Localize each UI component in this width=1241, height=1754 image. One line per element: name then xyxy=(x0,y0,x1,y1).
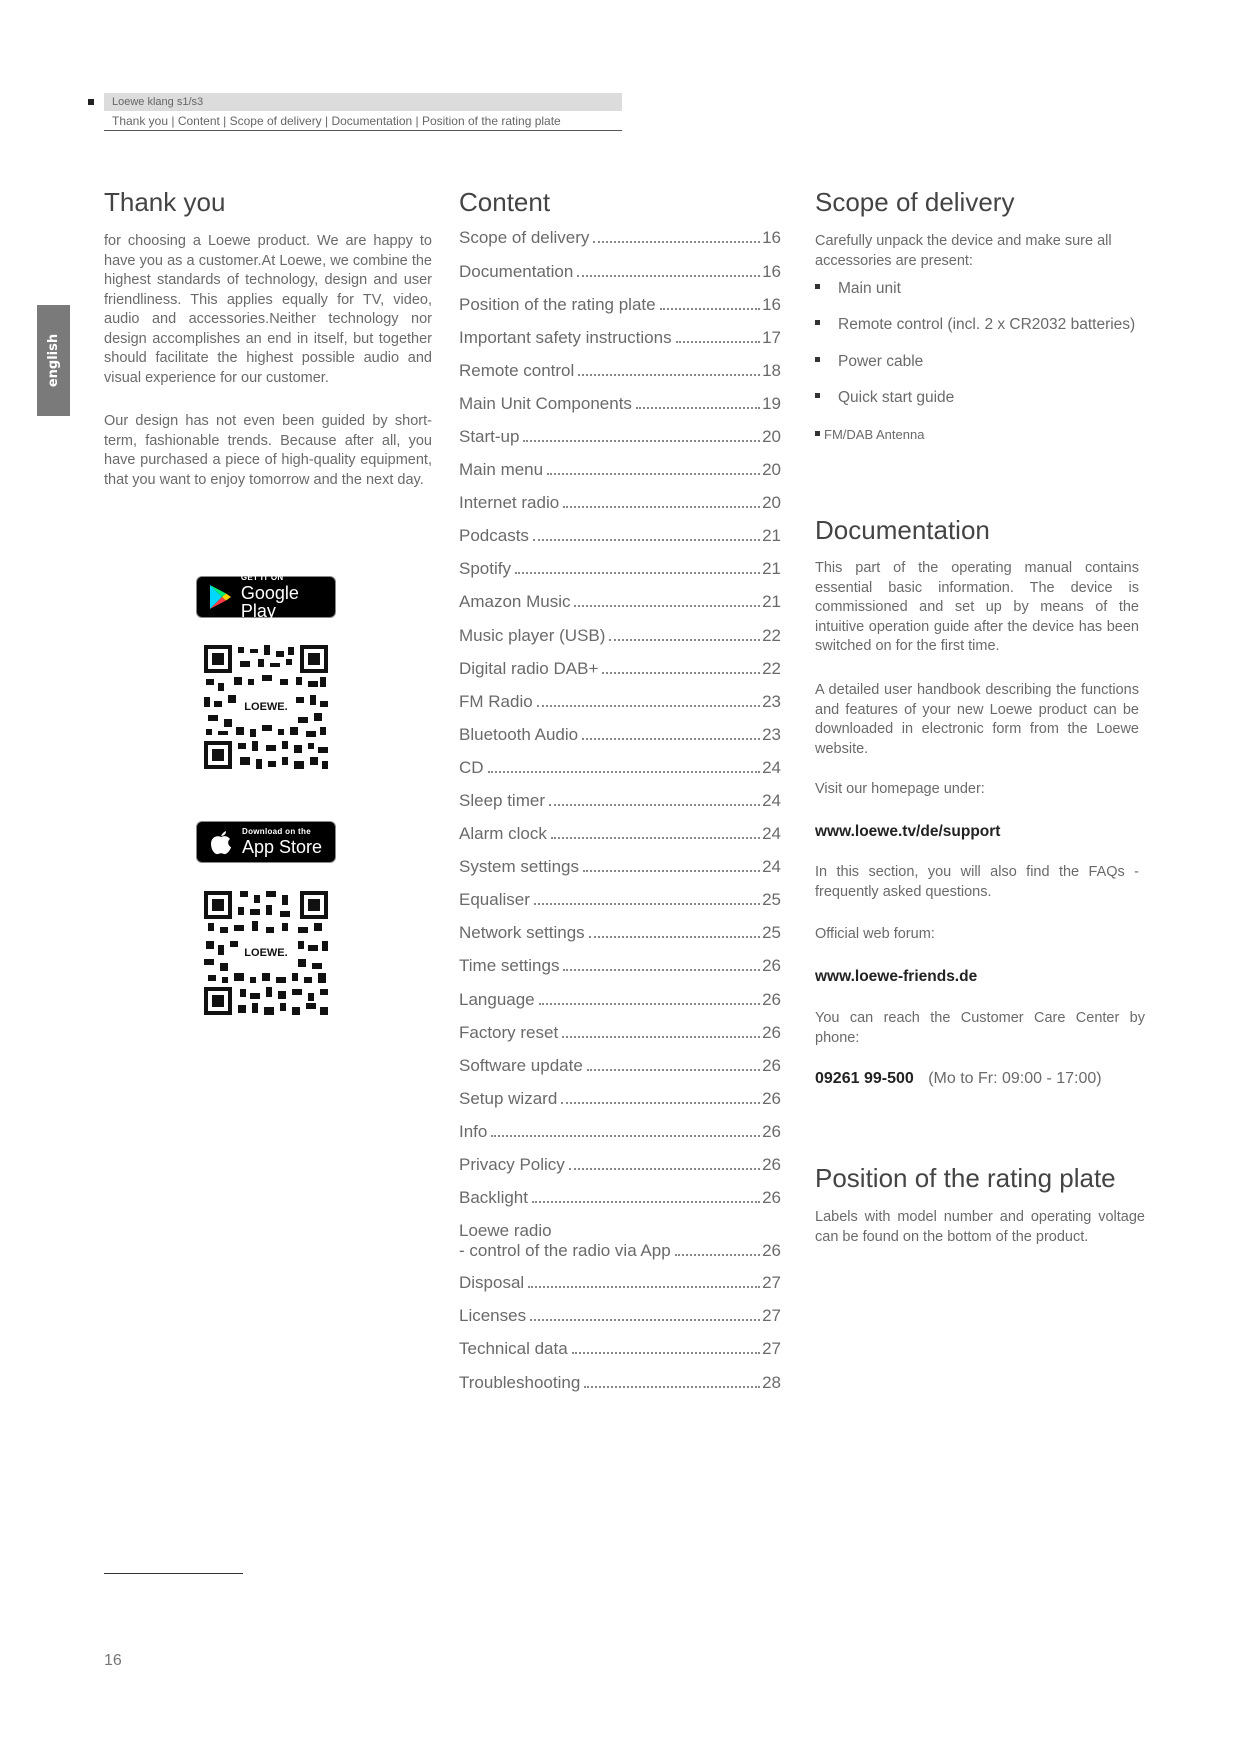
toc-row[interactable] xyxy=(459,1221,781,1261)
toc-page-number: 26 xyxy=(762,1089,781,1108)
toc-label: Alarm clock xyxy=(459,824,547,843)
toc-label: Important safety instructions xyxy=(459,328,672,347)
toc-label: Remote control xyxy=(459,361,575,380)
support-link[interactable]: www.loewe.tv/de/support xyxy=(815,823,1001,840)
toc-label: Main Unit Components xyxy=(459,394,632,413)
toc-label: Spotify xyxy=(459,559,511,578)
toc-page-number: 28 xyxy=(762,1373,781,1392)
toc-leader-dots xyxy=(572,1352,760,1354)
toc-page-number: 20 xyxy=(762,460,781,479)
toc-leader-dots xyxy=(584,1386,760,1388)
toc-page-number: 26 xyxy=(762,990,781,1009)
toc-leader-dots xyxy=(539,1003,760,1005)
documentation-title: Documentation xyxy=(815,515,990,545)
toc-row[interactable] xyxy=(459,1306,781,1326)
toc-row[interactable] xyxy=(459,493,781,513)
google-play-qr-code xyxy=(204,645,328,769)
bullet xyxy=(815,357,820,362)
page-number: 16 xyxy=(104,1652,122,1669)
header-bullet xyxy=(88,99,94,105)
toc-label: Licenses xyxy=(459,1306,527,1325)
toc-row[interactable] xyxy=(459,328,781,348)
phone-row xyxy=(815,1070,1102,1088)
toc-leader-dots xyxy=(533,539,760,541)
app-store-badge[interactable] xyxy=(196,821,336,863)
phone-number[interactable]: 09261 99-500 xyxy=(815,1070,914,1087)
toc-label: Time settings xyxy=(459,956,560,975)
scope-item-label: Main unit xyxy=(838,280,901,297)
toc-row[interactable] xyxy=(459,1089,781,1109)
toc-leader-dots xyxy=(523,440,760,442)
list-item xyxy=(815,316,1135,334)
scope-title: Scope of delivery xyxy=(815,187,1015,217)
toc-leader-dots xyxy=(583,870,760,872)
toc-leader-dots xyxy=(549,804,760,806)
scope-intro: Carefully unpack the device and make sure all accessories are present: xyxy=(815,233,1112,269)
toc-page-number: 25 xyxy=(762,923,781,942)
toc-label: Bluetooth Audio xyxy=(459,725,579,744)
toc-page-number: 25 xyxy=(762,890,781,909)
documentation-paragraph-1: This part of the operating manual contains essential basic information. The device is commissioned and set up by means of the intuitive operation guide after the device has been switched on for the first time. xyxy=(815,560,1139,654)
toc-leader-dots xyxy=(593,241,760,243)
documentation-faq: In this section, you will also find the FAQs - frequently asked questions. xyxy=(815,864,1139,900)
toc-page-number: 26 xyxy=(762,1056,781,1075)
toc-row[interactable] xyxy=(459,1023,781,1043)
toc-label: Position of the rating plate xyxy=(459,295,656,314)
toc-label: Setup wizard xyxy=(459,1089,558,1108)
toc-label: Disposal xyxy=(459,1273,525,1292)
content-title: Content xyxy=(459,187,551,217)
toc-row[interactable] xyxy=(459,1273,781,1293)
toc-label: Equaliser xyxy=(459,890,530,909)
toc-leader-dots xyxy=(537,705,760,707)
toc-row[interactable] xyxy=(459,857,781,877)
toc-page-number: 27 xyxy=(762,1306,781,1325)
toc-leader-dots xyxy=(532,1201,760,1203)
toc-page-number: 27 xyxy=(762,1273,781,1292)
thank-you-paragraph-1: for choosing a Loewe product. We are happy to have you as a customer.At Loewe, we combine the highest standards of technology, design and user friendliness. This applies equally for TV, video, audio and accessories.Neither technology nor design accomplishes an end in itself, but together should facilitate the highest possible audio and visual experience for our customer. xyxy=(104,233,432,386)
toc-leader-dots xyxy=(676,341,760,343)
toc-leader-dots xyxy=(660,308,761,310)
toc-label: CD xyxy=(459,758,484,777)
toc-label: Network settings xyxy=(459,923,585,942)
toc-leader-dots xyxy=(534,903,760,905)
documentation-paragraph-2: A detailed user handbook describing the functions and features of your new Loewe product can be downloaded in electronic form from the Loewe website. xyxy=(815,682,1139,757)
documentation-forum: Official web forum: xyxy=(815,926,935,942)
toc-leader-dots xyxy=(602,672,760,674)
list-item xyxy=(815,280,901,298)
toc-leader-dots xyxy=(587,1069,760,1071)
bullet xyxy=(815,320,820,325)
bullet xyxy=(815,431,820,436)
toc-label: Music player (USB) xyxy=(459,626,606,645)
google-play-big-text: Google Play xyxy=(240,583,299,621)
toc-leader-dots xyxy=(528,1286,760,1288)
toc-row[interactable] xyxy=(459,526,781,546)
header-breadcrumb: Thank you | Content | Scope of delivery | Documentation | Position of the rating plate xyxy=(104,111,622,131)
scope-item-label: Remote control (incl. 2 x CR2032 batteries) xyxy=(838,316,1136,333)
qr-loewe-logo: LOEWE. xyxy=(242,943,290,963)
toc-leader-dots xyxy=(582,738,760,740)
toc-label: Start-up xyxy=(459,427,520,446)
toc-page-number: 26 xyxy=(762,1241,781,1260)
app-store-qr-code xyxy=(204,891,328,1015)
toc-leader-dots xyxy=(569,1168,760,1170)
toc-row[interactable] xyxy=(459,1339,781,1359)
toc-label: Scope of delivery xyxy=(459,228,590,247)
thank-you-paragraph-2: Our design has not even been guided by short-term, fashionable trends. Because after all, you have purchased a piece of high-quality equipment, that you want to enjoy tomorrow and the next day. xyxy=(104,413,432,488)
toc-leader-dots xyxy=(491,1135,760,1137)
toc-row[interactable] xyxy=(459,559,781,579)
toc-page-number: 23 xyxy=(762,692,781,711)
toc-row[interactable] xyxy=(459,923,781,943)
language-tab xyxy=(37,305,70,416)
toc-leader-dots xyxy=(515,572,760,574)
toc-label: Backlight xyxy=(459,1188,528,1207)
toc-page-number: 24 xyxy=(762,824,781,843)
toc-leader-dots xyxy=(574,605,760,607)
toc-leader-dots xyxy=(577,275,760,277)
toc-page-number: 22 xyxy=(762,659,781,678)
scope-item-label: Quick start guide xyxy=(838,389,955,406)
toc-page-number: 21 xyxy=(762,526,781,545)
toc-leader-dots xyxy=(675,1254,760,1256)
toc-label: Podcasts xyxy=(459,526,529,545)
toc-page-number: 26 xyxy=(762,956,781,975)
toc-page-number: 26 xyxy=(762,1188,781,1207)
toc-row[interactable] xyxy=(459,1373,781,1393)
toc-page-number: 21 xyxy=(762,592,781,611)
toc-page-number: 26 xyxy=(762,1023,781,1042)
toc-leader-dots xyxy=(530,1319,760,1321)
toc-page-number: 20 xyxy=(762,427,781,446)
google-play-small-text: GET IT ON xyxy=(240,573,284,582)
toc-leader-dots xyxy=(562,1036,760,1038)
toc-row[interactable] xyxy=(459,228,781,248)
toc-leader-dots xyxy=(547,473,760,475)
toc-label: Language xyxy=(459,990,535,1009)
toc-leader-dots xyxy=(636,407,760,409)
phone-hours: (Mo to Fr: 09:00 - 17:00) xyxy=(928,1070,1102,1087)
toc-page-number: 16 xyxy=(762,228,781,247)
toc-row[interactable] xyxy=(459,1188,781,1208)
toc-row[interactable] xyxy=(459,758,781,778)
toc-row[interactable] xyxy=(459,394,781,414)
apple-icon xyxy=(206,827,236,857)
toc-label: Info xyxy=(459,1122,488,1141)
toc-page-number: 20 xyxy=(762,493,781,512)
toc-leader-dots xyxy=(551,837,760,839)
page-header xyxy=(104,93,622,131)
toc-row[interactable] xyxy=(459,427,781,447)
toc-row[interactable] xyxy=(459,262,781,282)
toc-row[interactable] xyxy=(459,626,781,646)
toc-leader-dots xyxy=(578,374,760,376)
toc-row[interactable] xyxy=(459,295,781,315)
toc-row[interactable] xyxy=(459,990,781,1010)
toc-label: Factory reset xyxy=(459,1023,559,1042)
toc-label: FM Radio xyxy=(459,692,533,711)
toc-page-number: 21 xyxy=(762,559,781,578)
toc-leader-dots xyxy=(488,771,761,773)
toc-row[interactable] xyxy=(459,956,781,976)
header-product: Loewe klang s1/s3 xyxy=(104,93,622,111)
toc-row[interactable] xyxy=(459,692,781,712)
toc-page-number: 24 xyxy=(762,791,781,810)
toc-row[interactable] xyxy=(459,824,781,844)
toc-leader-dots xyxy=(589,936,760,938)
toc-page-number: 26 xyxy=(762,1122,781,1141)
toc-page-number: 19 xyxy=(762,394,781,413)
toc-page-number: 26 xyxy=(762,1155,781,1174)
toc-page-number: 16 xyxy=(762,295,781,314)
toc-row[interactable] xyxy=(459,1122,781,1142)
toc-leader-dots xyxy=(563,506,760,508)
toc-row[interactable] xyxy=(459,1056,781,1076)
toc-page-number: 24 xyxy=(762,758,781,777)
forum-link[interactable]: www.loewe-friends.de xyxy=(815,968,978,985)
toc-page-number: 18 xyxy=(762,361,781,380)
toc-page-number: 16 xyxy=(762,262,781,281)
toc-row[interactable] xyxy=(459,592,781,612)
toc-row[interactable] xyxy=(459,791,781,811)
toc-row[interactable] xyxy=(459,659,781,679)
qr-loewe-logo: LOEWE. xyxy=(242,697,290,717)
toc-row[interactable] xyxy=(459,361,781,381)
scope-item-label: Power cable xyxy=(838,353,924,370)
scope-item-label: FM/DAB Antenna xyxy=(824,427,925,442)
toc-page-number: 27 xyxy=(762,1339,781,1358)
app-store-small-text: Download on the xyxy=(242,827,311,836)
toc-label: Digital radio DAB+ xyxy=(459,659,599,678)
toc-page-number: 22 xyxy=(762,626,781,645)
toc-page-number: 24 xyxy=(762,857,781,876)
toc-label: Internet radio xyxy=(459,493,560,512)
toc-label: Loewe radio - control of the radio via App xyxy=(459,1221,671,1260)
google-play-icon xyxy=(206,582,235,612)
toc-row[interactable] xyxy=(459,725,781,745)
google-play-badge[interactable] xyxy=(196,573,336,621)
bullet xyxy=(815,284,820,289)
toc-row[interactable] xyxy=(459,460,781,480)
toc-leader-dots xyxy=(563,969,760,971)
toc-page-number: 23 xyxy=(762,725,781,744)
language-tab-label: english xyxy=(46,333,62,388)
thank-you-title: Thank you xyxy=(104,187,226,217)
toc-label: System settings xyxy=(459,857,579,876)
list-item xyxy=(815,353,923,371)
app-store-big-text: App Store xyxy=(242,837,323,857)
rating-plate-text: Labels with model number and operating voltage can be found on the bottom of the product. xyxy=(815,1209,1145,1245)
list-item xyxy=(815,389,954,407)
documentation-care: You can reach the Customer Care Center by phone: xyxy=(815,1010,1145,1046)
toc-label: Amazon Music xyxy=(459,592,571,611)
toc-row[interactable] xyxy=(459,1155,781,1175)
toc-row[interactable] xyxy=(459,890,781,910)
footer-rule xyxy=(104,1573,243,1574)
toc-leader-dots xyxy=(609,639,760,641)
documentation-visit: Visit our homepage under: xyxy=(815,781,985,797)
toc-page-number: 17 xyxy=(762,328,781,347)
toc-label: Privacy Policy xyxy=(459,1155,565,1174)
toc-label: Main menu xyxy=(459,460,544,479)
toc-label: Troubleshooting xyxy=(459,1373,581,1392)
bullet xyxy=(815,393,820,398)
list-item xyxy=(815,427,924,442)
toc-label: Software update xyxy=(459,1056,583,1075)
toc-label: Documentation xyxy=(459,262,574,281)
rating-plate-title: Position of the rating plate xyxy=(815,1163,1116,1193)
toc-label: Technical data xyxy=(459,1339,568,1358)
toc-label: Sleep timer xyxy=(459,791,545,810)
toc-leader-dots xyxy=(561,1102,760,1104)
